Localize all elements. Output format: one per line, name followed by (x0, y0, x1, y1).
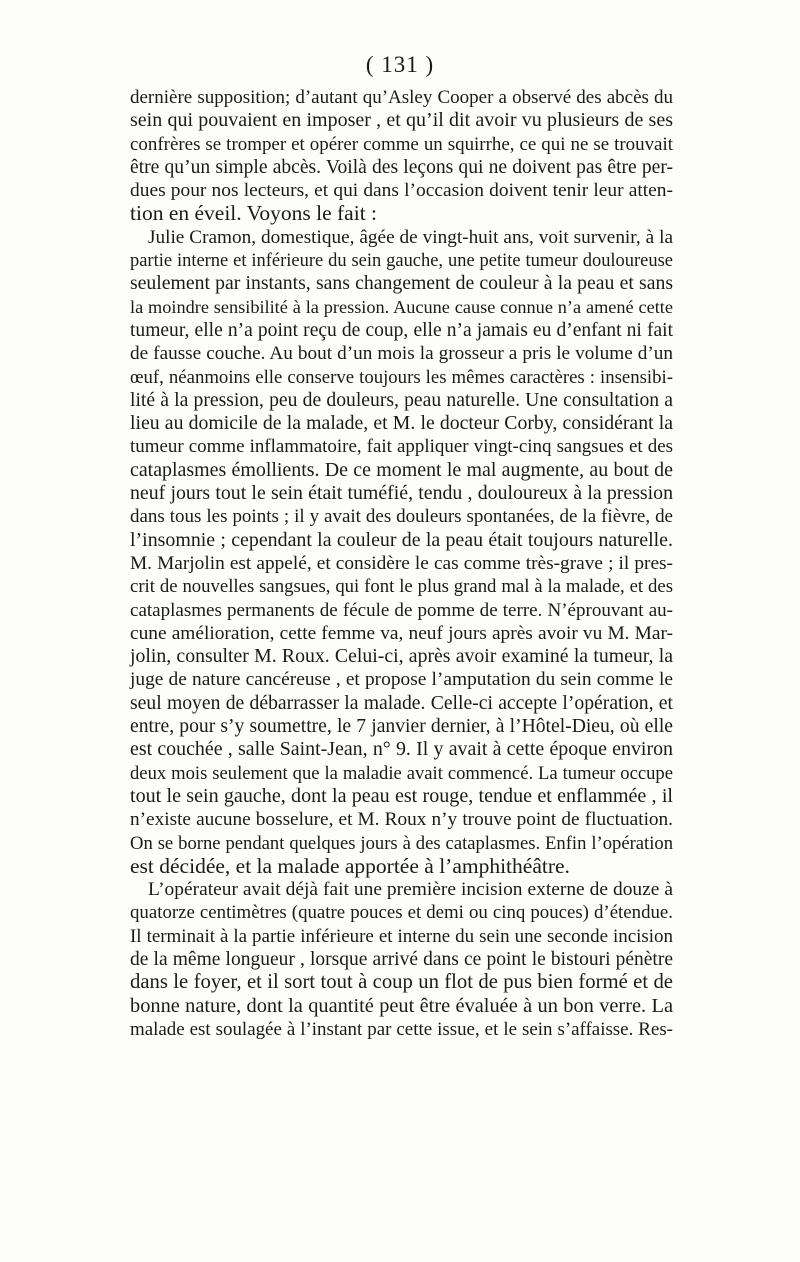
text-line: crit de nouvelles sangsues, qui font le plus grand mal à la malade, et des (130, 576, 673, 598)
text-line: tout le sein gauche, dont la peau est rouge, tendue et enflammée , il (130, 784, 673, 807)
text-line: est décidée, et la malade apportée à l’amphithéâtre. (130, 853, 570, 878)
page-number: ( 131 ) (365, 52, 435, 77)
text-line: cataplasmes émollients. De ce moment le mal augmente, au bout de (130, 458, 673, 481)
text-line: tumeur comme inflammatoire, fait appliquer vingt-cinq sangsues et des (130, 436, 673, 458)
text-line: partie interne et inférieure du sein gauche, une petite tumeur douloureuse (130, 250, 673, 271)
text-line: seul moyen de débarrasser la malade. Celle-ci accepte l’opération, et (130, 691, 673, 714)
text-line: Julie Cramon, domestique, âgée de vingt-huit ans, voit survenir, à la (148, 226, 673, 248)
body-text (130, 86, 673, 1041)
text-line: la moindre sensibilité à la pression. Aucune cause connue n’a amené cette (130, 296, 673, 317)
paragraph (130, 226, 673, 878)
text-line: bonne nature, dont la quantité peut être évaluée à un bon verre. La (130, 994, 673, 1017)
text-line: L’opérateur avait déjà fait une première incision externe de douze à (148, 879, 673, 901)
text-line: cune amélioration, cette femme va, neuf jours après avoir vu M. Mar- (130, 622, 673, 644)
text-line: n’existe aucune bosselure, et M. Roux n’y trouve point de fluctuation. (130, 809, 673, 831)
text-line: Il terminait à la partie inférieure et interne du sein une seconde incision (130, 925, 673, 947)
text-line: jolin, consulter M. Roux. Celui-ci, après avoir examiné la tumeur, la (130, 645, 673, 668)
text-line: de fausse couche. Au bout d’un mois la grosseur a pris le volume d’un (130, 343, 673, 365)
text-line: dues pour nos lecteurs, et qui dans l’occasion doivent tenir leur atten- (130, 180, 673, 202)
text-line: juge de nature cancéreuse , et propose l’amputation du sein comme le (130, 669, 673, 691)
text-line: dans le foyer, et il sort tout à coup un flot de pus bien formé et de (130, 971, 673, 994)
text-line: seulement par instants, sans changement de couleur à la peau et sans (130, 272, 673, 295)
text-line: cataplasmes permanents de fécule de pomme de terre. N’éprouvant au- (130, 599, 673, 621)
text-line: tion en éveil. Voyons le fait : (130, 201, 378, 226)
paragraph (130, 878, 673, 1041)
text-line: lité à la pression, peu de douleurs, peau naturelle. Une consultation a (130, 388, 673, 411)
text-line: confrères se tromper et opérer comme un squirrhe, ce qui ne se trouvait (130, 133, 673, 155)
text-line: neuf jours tout le sein était tuméfié, tendu , douloureux à la pression (130, 482, 673, 505)
text-line: sein qui pouvaient en imposer , et qu’il dit avoir vu plusieurs de ses (130, 109, 673, 132)
paragraph (130, 86, 673, 226)
text-line: l’insomnie ; cependant la couleur de la peau était toujours naturelle. (130, 528, 673, 551)
text-line: tumeur, elle n’a point reçu de coup, elle n’a jamais eu d’enfant ni fait (130, 319, 673, 341)
text-line: lieu au domicile de la malade, et M. le docteur Corby, considérant la (130, 412, 673, 435)
text-line: malade est soulagée à l’instant par cette issue, et le sein s’affaisse. Res- (130, 1018, 673, 1040)
text-line: œuf, néanmoins elle conserve toujours les mêmes caractères : insensibi- (130, 366, 673, 388)
text-line: de la même longueur , lorsque arrivé dans ce point le bistouri pénètre (130, 948, 673, 970)
text-line: On se borne pendant quelques jours à des cataplasmes. Enfin l’opération (130, 832, 673, 854)
text-line: dernière supposition; d’autant qu’Asley Cooper a observé des abcès du (130, 87, 673, 108)
text-line: dans tous les points ; il y avait des douleurs spontanées, de la fièvre, de (130, 506, 673, 528)
text-line: est couchée , salle Saint-Jean, n° 9. Il y avait à cette époque environ (130, 738, 673, 761)
text-line: deux mois seulement que la maladie avait commencé. La tumeur occupe (130, 762, 673, 784)
text-line: être qu’un simple abcès. Voilà des leçons qui ne doivent pas être per- (130, 156, 673, 178)
text-line: M. Marjolin est appelé, et considère le cas comme très-grave ; il pres- (130, 552, 673, 574)
text-line: quatorze centimètres (quatre pouces et demi ou cinq pouces) d’étendue. (130, 902, 673, 924)
text-line: entre, pour s’y soumettre, le 7 janvier dernier, à l’Hôtel-Dieu, où elle (130, 716, 673, 738)
